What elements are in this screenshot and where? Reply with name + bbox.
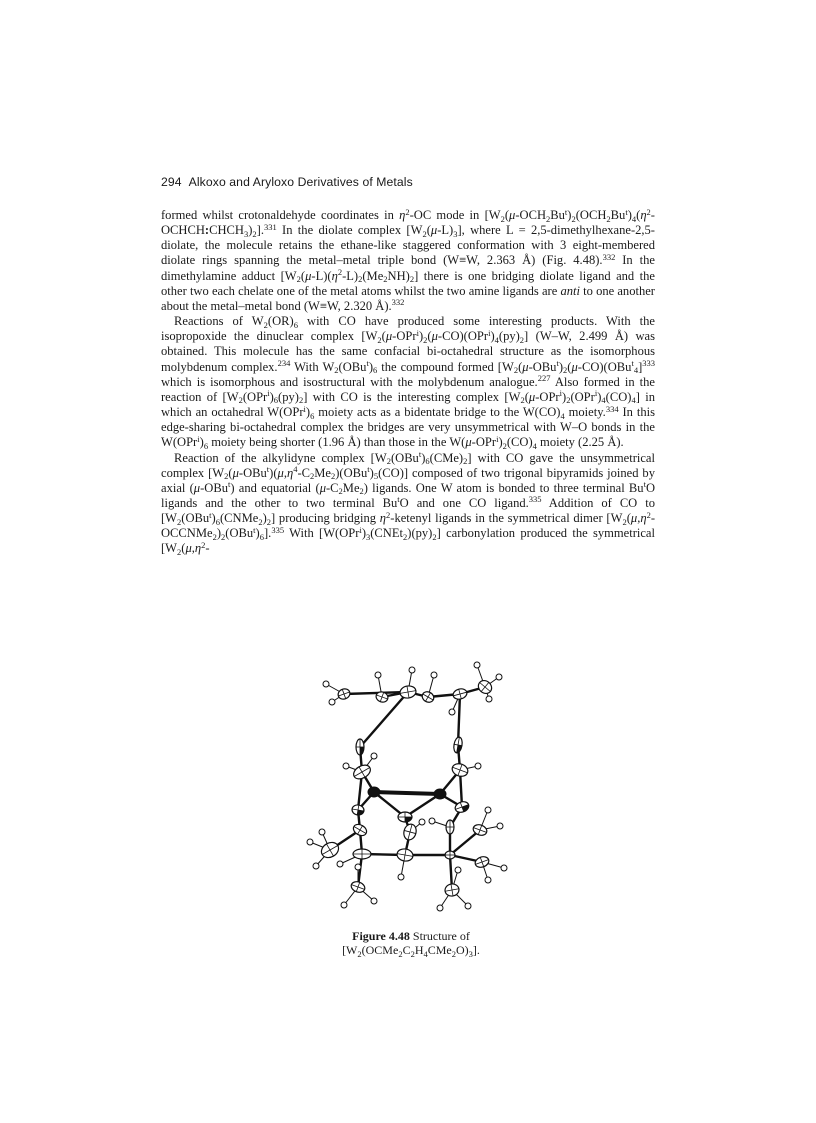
hydrogen-atom [485, 807, 491, 813]
hydrogen-atom [343, 763, 349, 769]
hydrogen-atom [485, 877, 491, 883]
carbon-atom [396, 848, 414, 863]
figure-caption [300, 929, 522, 957]
carbon-atom [337, 687, 352, 701]
hydrogen-atom [501, 865, 507, 871]
hydrogen-atom [419, 819, 425, 825]
hydrogen-atom [437, 905, 443, 911]
bond [374, 792, 440, 794]
figure-4-48 [300, 652, 522, 920]
hydrogen-atom [431, 672, 437, 678]
oxygen-atom [453, 736, 464, 753]
hydrogen-atom [398, 874, 404, 880]
running-head [161, 175, 413, 189]
tungsten-atom [434, 789, 446, 799]
molecular-structure-drawing [300, 652, 522, 920]
body-text [161, 208, 655, 557]
hydrogen-atom [355, 864, 361, 870]
hydrogen-atom [449, 709, 455, 715]
carbon-atom [402, 823, 418, 842]
paragraph-1: formed whilst crotonaldehyde coordinates in $\eta^2-OC$ mode in $[W_2(\mu-OCH_2Bu^t)_2(OCH_2Bu^t)_4(\eta^2-OCHCH:CHCH_3)_2].^{331}$ In the diolate complex $[W_2(\mu-L)_3]$, where L = 2,5-dimethylhexane-2,5-diolate, the molecule retains the ethane-like staggered conformation with 3 eight-membered diolate rings spanning the metal–metal triple bond (W≡W, 2.363 Å) (Fig. 4.48).$^{332}$ In the dimethylamine adduct $[W_2(\mu-L)(\eta^2-L)_2(Me_2NH)_2]$ there is one bridging diolate ligand and the other two each chelate one of the metal atoms whilst the two amine ligands are anti to one another about the metal–metal bond (W≡W, 2.320 Å).$^{332}$ [161, 206, 655, 313]
page-number: 294 [161, 175, 182, 189]
hydrogen-atom [496, 674, 502, 680]
carbon-atom [474, 855, 491, 869]
hydrogen-atom [329, 699, 335, 705]
hydrogen-atom [429, 818, 435, 824]
hydrogen-atom [313, 863, 319, 869]
hydrogen-atom [375, 672, 381, 678]
carbon-atom [353, 849, 371, 859]
carbon-atom [445, 851, 455, 859]
carbon-atom [399, 685, 417, 700]
hydrogen-atom [474, 662, 480, 668]
hydrogen-atom [341, 902, 347, 908]
carbon-atom [351, 822, 368, 838]
hydrogen-atom [371, 753, 377, 759]
carbon-atom [420, 690, 435, 705]
paragraph-3: Reaction of the alkylidyne complex $[W_2(OBu^t)_6(CMe)_2]$ with CO gave the unsymmetrical complex $[W_2(\mu-OBu^t)(\mu,\eta^4-C_2Me_2)(OBu^t)_5(CO)]$ composed of two trigonal bipyramids joined by axial (μ-OBu$^t$) and equatorial $(\mu-C_2Me_2)$ ligands. One W atom is bonded to three terminal Bu$^t$O ligands and the other to two terminal Bu$^t$O and one CO ligand.$^{335}$ Addition of CO to $[W_2(OBu^t)_6(CNMe_2)_2]$ producing bridging $\eta^2$-ketenyl ligands in the symmetrical dimer $[W_2(\mu,\eta^2-OCCNMe_2)_2(OBu^t)_6].^{335}$ With $[W(OPr^i)_3(CNEt_2)(py)_2]$ carbonylation produced the symmetrical [$W_2(\mu,\eta^2-$ [161, 449, 655, 557]
carbon-atom [450, 762, 469, 779]
figure-caption-formula: $[W_2(OCMe_2C_2H_4CMe_2O)_3]$. [342, 943, 480, 959]
hydrogen-atom [465, 903, 471, 909]
oxygen-atom [454, 800, 471, 814]
hydrogen-atom [409, 667, 415, 673]
paragraph-2: Reactions of $W_2(OR)_6$ with CO have produced some interesting products. With the isopropoxide the dinuclear complex $[W_2(\mu-OPr^i)_2(\mu-CO)(OPr^i)_4(py)_2]$ (W–W, 2.499 Å) was obtained. This molecule has the same confacial bi-octahedral structure as the isomorphous molybdenum complex.$^{234}$ With $W_2(OBu^t)_6$ the compound formed [$W_2(\mu-OBu^t)_2(\mu-CO)(OBu^t_4]^{333}$ which is isomorphous and isostructural with the molybdenum analogue.$^{227}$ Also formed in the reaction of $[W_2(OPr^i)_6(py)_2]$ with CO is the interesting complex $[W_2(\mu-OPr^i)_2(OPr^i)_4(CO)_4]$ in which an octahedral $W(OPr^i)_6$ moiety acts as a bidentate bridge to the $W(CO)_4$ moiety.$^{334}$ In this edge-sharing bi-octahedral complex the bridges are very unsymmetrical with W–O bonds in the $W(OPr^i)_6$ moiety being shorter (1.96 Å) than those in the $W(\mu-OPr^i)_2(CO)_4$ moiety (2.25 Å). [161, 314, 655, 451]
hydrogen-atom [307, 839, 313, 845]
hydrogen-atom [486, 696, 492, 702]
carbon-atom [351, 762, 373, 781]
tungsten-atom [368, 787, 380, 797]
hydrogen-atom [371, 898, 377, 904]
carbon-atom [319, 839, 342, 860]
hydrogen-atom [475, 763, 481, 769]
hydrogen-atom [319, 829, 325, 835]
hydrogen-atom [323, 681, 329, 687]
figure-label: Figure 4.48 [352, 929, 410, 943]
hydrogen-atom [337, 861, 343, 867]
running-head-title: Alkoxo and Aryloxo Derivatives of Metals [188, 175, 413, 189]
carbon-atom [446, 820, 454, 834]
carbon-atom [452, 687, 468, 700]
oxygen-atom [356, 739, 364, 755]
hydrogen-atom [497, 823, 503, 829]
figure-caption-text: Structure of [409, 929, 470, 943]
hydrogen-atom [455, 867, 461, 873]
carbon-atom [476, 678, 494, 696]
oxygen-atom [398, 812, 412, 822]
